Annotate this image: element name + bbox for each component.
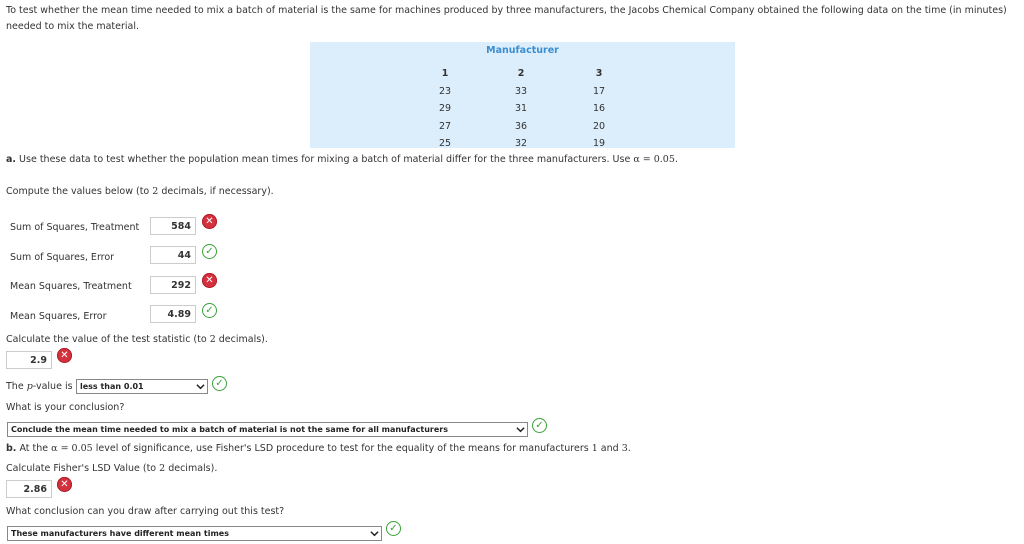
chevron-down-icon: [370, 529, 379, 538]
ms-treatment-input[interactable]: 292: [150, 276, 196, 294]
table-cell: 25: [438, 138, 452, 149]
table-cell: 29: [438, 103, 452, 114]
part-a-text-end: .: [674, 154, 678, 165]
lsd-input[interactable]: 2.86: [6, 480, 52, 498]
chevron-down-icon: [196, 382, 205, 391]
pvalue-prefix: The: [6, 381, 27, 392]
column-label: 2: [517, 68, 525, 79]
pvalue-label: [6, 381, 73, 392]
conclusion-selected: Conclude the mean time needed to mix a batch of material is not the same for all manufacturers: [11, 425, 448, 434]
table-cell: 23: [438, 85, 452, 97]
pvalue-select[interactable]: [76, 379, 208, 394]
part-b-text-2: level of significance, use Fisher's LSD procedure to test for the equality of the means for manufacturers: [92, 443, 592, 454]
pvalue-suffix: -value is: [32, 381, 73, 392]
table-cell: 31: [514, 103, 528, 114]
lsd-conclusion-selected: These manufacturers have different mean times: [11, 529, 229, 538]
test-stat-prefix: Calculate the value of the test statistic (to: [6, 334, 210, 345]
table-cell: 33: [514, 85, 528, 97]
check-circle-icon: ✓: [386, 521, 401, 536]
part-a-prompt: [6, 154, 678, 165]
column-label: 3: [595, 68, 603, 79]
manufacturer-1: 1: [591, 443, 598, 454]
table-cell: 36: [514, 120, 528, 132]
check-circle-icon: ✓: [532, 418, 547, 433]
check-circle-icon: ✓: [202, 244, 217, 259]
pvalue-p: p: [26, 381, 33, 392]
check-circle-icon: ✓: [212, 376, 227, 391]
test-statistic-input[interactable]: 2.9: [6, 351, 52, 369]
question-intro: To test whether the mean time needed to mix a batch of material is the same for machines produced by three manufacturers, the Jacobs Chemical Company obtained the following data on the time (in minutes) needed to mix the material.: [6, 5, 1007, 32]
compute-instructions: [6, 186, 274, 197]
manufacturer-3: 3: [621, 443, 628, 454]
lsd-suffix: decimals).: [165, 463, 218, 474]
table-column-2: [501, 65, 541, 153]
test-stat-suffix: decimals).: [215, 334, 268, 345]
x-circle-icon: ✕: [57, 477, 72, 492]
lsd-conclusion-select[interactable]: [7, 526, 382, 541]
table-cell: 19: [592, 138, 606, 149]
table-column-3: [579, 65, 619, 153]
table-cell: 16: [592, 103, 606, 114]
pvalue-selected: less than 0.01: [80, 382, 144, 391]
ss-treatment-input[interactable]: 584: [150, 217, 196, 235]
table-cell: 32: [514, 138, 528, 149]
part-b-prompt: [6, 443, 631, 454]
chevron-down-icon: [516, 425, 525, 434]
part-b-end: .: [627, 443, 631, 454]
check-circle-icon: ✓: [202, 303, 217, 318]
part-a-letter: a.: [6, 154, 17, 165]
column-label: 1: [441, 68, 449, 79]
row-label: Sum of Squares, Treatment: [10, 222, 140, 233]
row-label: Mean Squares, Error: [10, 311, 107, 322]
table-column-1: [425, 65, 465, 153]
lsd-conclusion-question: What conclusion can you draw after carrying out this test?: [6, 506, 285, 517]
table-cell: 17: [592, 85, 606, 97]
row-label: Sum of Squares, Error: [10, 252, 115, 263]
ms-error-input[interactable]: 4.89: [150, 305, 196, 323]
part-a-text: Use these data to test whether the population mean times for mixing a batch of material differ for the three manufacturers. Use: [16, 154, 634, 165]
conclusion-select[interactable]: [7, 422, 528, 437]
compute-decimals: 2: [152, 186, 159, 197]
part-b-and: and: [597, 443, 622, 454]
lsd-decimals: 2: [159, 463, 166, 474]
compute-prefix: Compute the values below (to: [6, 186, 153, 197]
x-circle-icon: ✕: [202, 214, 217, 229]
test-stat-instructions: [6, 334, 268, 345]
alpha-value: α = 0.05: [51, 443, 93, 454]
part-b-text: At the: [16, 443, 52, 454]
alpha-value: α = 0.05: [633, 154, 675, 165]
table-header: Manufacturer: [486, 45, 559, 56]
test-stat-decimals: 2: [209, 334, 216, 345]
x-circle-icon: ✕: [57, 348, 72, 363]
x-circle-icon: ✕: [202, 273, 217, 288]
ss-error-input[interactable]: 44: [150, 246, 196, 264]
part-b-letter: b.: [6, 443, 17, 454]
data-table: [310, 42, 735, 148]
table-cell: 20: [592, 120, 606, 132]
table-cell: 27: [438, 120, 452, 132]
lsd-instructions: [6, 463, 217, 474]
conclusion-question: What is your conclusion?: [6, 402, 125, 413]
lsd-prefix: Calculate Fisher's LSD Value (to: [6, 463, 160, 474]
compute-suffix: decimals, if necessary).: [158, 186, 274, 197]
row-label: Mean Squares, Treatment: [10, 281, 132, 292]
